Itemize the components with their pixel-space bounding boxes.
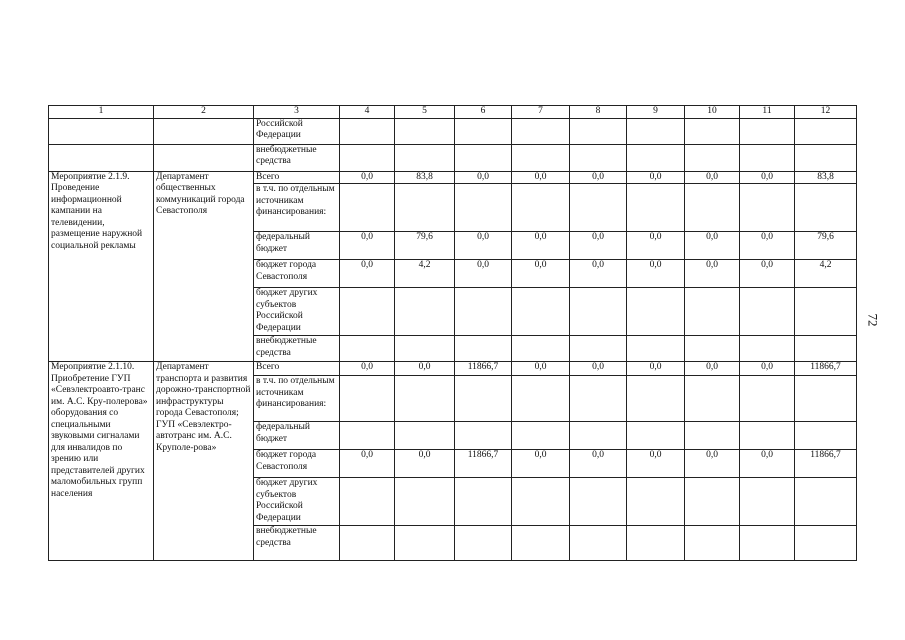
value-cell: 0,0 bbox=[340, 260, 395, 288]
value-cell: 0,0 bbox=[570, 232, 627, 260]
funding-source-cell: бюджет города Севастополя bbox=[254, 450, 340, 478]
funding-source-cell: Российской Федерации bbox=[254, 118, 340, 144]
column-number-header: 7 bbox=[512, 106, 570, 119]
value-cell: 0,0 bbox=[512, 171, 570, 184]
value-cell bbox=[570, 288, 627, 336]
column-number-header: 8 bbox=[570, 106, 627, 119]
table-body bbox=[49, 106, 857, 561]
value-cell: 0,0 bbox=[512, 450, 570, 478]
value-cell bbox=[395, 478, 455, 526]
value-cell bbox=[627, 118, 685, 144]
measure-name-cell: Мероприятие 2.1.9. Проведение информационной кампании на телевидении, размещение наружной социальной рекламы bbox=[49, 171, 154, 362]
value-cell bbox=[795, 144, 857, 171]
value-cell bbox=[455, 118, 512, 144]
value-cell: 0,0 bbox=[340, 362, 395, 376]
value-cell bbox=[512, 422, 570, 450]
table-row bbox=[49, 171, 857, 184]
column-number-header: 2 bbox=[154, 106, 254, 119]
column-number-header: 9 bbox=[627, 106, 685, 119]
value-cell: 4,2 bbox=[795, 260, 857, 288]
value-cell bbox=[795, 478, 857, 526]
value-cell bbox=[340, 376, 395, 422]
organization-cell: Департамент транспорта и развития дорожно-транспортной инфраструктуры города Севастополя; ГУП «Севэлектро-автотранс им. А.С. Круполе-рова» bbox=[154, 362, 254, 561]
value-cell: 0,0 bbox=[627, 450, 685, 478]
column-number-header: 3 bbox=[254, 106, 340, 119]
value-cell: 0,0 bbox=[627, 171, 685, 184]
financing-table bbox=[48, 105, 857, 561]
value-cell: 0,0 bbox=[455, 171, 512, 184]
value-cell bbox=[627, 288, 685, 336]
value-cell bbox=[455, 478, 512, 526]
value-cell: 0,0 bbox=[340, 232, 395, 260]
value-cell bbox=[627, 422, 685, 450]
column-number-header: 1 bbox=[49, 106, 154, 119]
table-row bbox=[49, 118, 857, 144]
value-cell bbox=[740, 336, 795, 362]
value-cell: 0,0 bbox=[570, 362, 627, 376]
value-cell bbox=[395, 336, 455, 362]
value-cell: 11866,7 bbox=[795, 362, 857, 376]
value-cell bbox=[685, 478, 740, 526]
value-cell bbox=[512, 478, 570, 526]
value-cell: 0,0 bbox=[627, 362, 685, 376]
column-number-header: 5 bbox=[395, 106, 455, 119]
value-cell bbox=[570, 336, 627, 362]
value-cell bbox=[395, 118, 455, 144]
value-cell bbox=[795, 184, 857, 232]
value-cell bbox=[455, 184, 512, 232]
value-cell bbox=[627, 144, 685, 171]
value-cell: 83,8 bbox=[795, 171, 857, 184]
value-cell bbox=[340, 422, 395, 450]
value-cell bbox=[340, 478, 395, 526]
value-cell bbox=[740, 422, 795, 450]
value-cell bbox=[395, 526, 455, 561]
funding-source-cell: федеральный бюджет bbox=[254, 232, 340, 260]
value-cell: 0,0 bbox=[512, 362, 570, 376]
value-cell: 79,6 bbox=[795, 232, 857, 260]
value-cell: 79,6 bbox=[395, 232, 455, 260]
measure-name-cell bbox=[49, 144, 154, 171]
value-cell bbox=[570, 478, 627, 526]
value-cell: 0,0 bbox=[627, 260, 685, 288]
measure-name-cell: Мероприятие 2.1.10. Приобретение ГУП «Севэлектроавто-транс им. А.С. Кру-полерова» оборудования со специальными звуковыми сигналами для инвалидов по зрению или представителей других маломобильных групп населения bbox=[49, 362, 154, 561]
column-number-header: 6 bbox=[455, 106, 512, 119]
funding-source-cell: федеральный бюджет bbox=[254, 422, 340, 450]
value-cell bbox=[455, 288, 512, 336]
value-cell: 0,0 bbox=[340, 171, 395, 184]
value-cell bbox=[740, 526, 795, 561]
value-cell bbox=[512, 184, 570, 232]
value-cell: 83,8 bbox=[395, 171, 455, 184]
value-cell: 0,0 bbox=[570, 171, 627, 184]
value-cell bbox=[570, 184, 627, 232]
value-cell bbox=[685, 288, 740, 336]
value-cell: 0,0 bbox=[740, 362, 795, 376]
value-cell: 0,0 bbox=[455, 232, 512, 260]
value-cell bbox=[570, 526, 627, 561]
value-cell bbox=[685, 184, 740, 232]
value-cell bbox=[685, 144, 740, 171]
funding-source-cell: бюджет города Севастополя bbox=[254, 260, 340, 288]
value-cell bbox=[740, 144, 795, 171]
value-cell bbox=[570, 118, 627, 144]
value-cell bbox=[795, 336, 857, 362]
value-cell bbox=[795, 376, 857, 422]
value-cell: 0,0 bbox=[685, 450, 740, 478]
value-cell: 0,0 bbox=[512, 232, 570, 260]
value-cell bbox=[395, 422, 455, 450]
column-number-header: 11 bbox=[740, 106, 795, 119]
value-cell bbox=[455, 144, 512, 171]
value-cell: 0,0 bbox=[570, 260, 627, 288]
value-cell bbox=[627, 376, 685, 422]
value-cell bbox=[512, 336, 570, 362]
funding-source-cell: внебюджетные средства bbox=[254, 144, 340, 171]
value-cell: 0,0 bbox=[340, 450, 395, 478]
value-cell bbox=[685, 376, 740, 422]
value-cell bbox=[395, 376, 455, 422]
table-row bbox=[49, 144, 857, 171]
value-cell bbox=[455, 526, 512, 561]
value-cell: 0,0 bbox=[395, 362, 455, 376]
value-cell bbox=[455, 422, 512, 450]
organization-cell: Департамент общественных коммуникаций города Севастополя bbox=[154, 171, 254, 362]
value-cell bbox=[340, 118, 395, 144]
value-cell: 11866,7 bbox=[455, 450, 512, 478]
value-cell bbox=[512, 526, 570, 561]
column-number-header: 4 bbox=[340, 106, 395, 119]
value-cell bbox=[740, 184, 795, 232]
value-cell bbox=[685, 526, 740, 561]
value-cell: 0,0 bbox=[395, 450, 455, 478]
page-number: 72 bbox=[865, 313, 881, 327]
value-cell bbox=[455, 336, 512, 362]
organization-cell bbox=[154, 144, 254, 171]
value-cell: 0,0 bbox=[685, 232, 740, 260]
value-cell: 0,0 bbox=[685, 362, 740, 376]
value-cell bbox=[340, 144, 395, 171]
value-cell bbox=[570, 376, 627, 422]
measure-name-cell bbox=[49, 118, 154, 144]
value-cell: 11866,7 bbox=[795, 450, 857, 478]
funding-source-cell: в т.ч. по отдельным источникам финансирования: bbox=[254, 184, 340, 232]
value-cell: 0,0 bbox=[570, 450, 627, 478]
value-cell: 0,0 bbox=[685, 171, 740, 184]
value-cell: 4,2 bbox=[395, 260, 455, 288]
value-cell bbox=[455, 376, 512, 422]
column-number-row bbox=[49, 106, 857, 119]
value-cell bbox=[570, 422, 627, 450]
value-cell bbox=[512, 288, 570, 336]
value-cell: 0,0 bbox=[740, 450, 795, 478]
value-cell bbox=[627, 336, 685, 362]
value-cell bbox=[795, 288, 857, 336]
value-cell bbox=[340, 184, 395, 232]
funding-source-cell: бюджет других субъектов Российской Федерации bbox=[254, 478, 340, 526]
funding-source-cell: внебюджетные средства bbox=[254, 336, 340, 362]
value-cell bbox=[395, 288, 455, 336]
value-cell: 0,0 bbox=[740, 260, 795, 288]
value-cell bbox=[740, 118, 795, 144]
funding-source-cell: бюджет других субъектов Российской Федерации bbox=[254, 288, 340, 336]
value-cell bbox=[512, 144, 570, 171]
organization-cell bbox=[154, 118, 254, 144]
value-cell bbox=[795, 526, 857, 561]
value-cell bbox=[340, 288, 395, 336]
value-cell bbox=[685, 422, 740, 450]
value-cell bbox=[570, 144, 627, 171]
value-cell: 0,0 bbox=[512, 260, 570, 288]
funding-source-cell: Всего bbox=[254, 362, 340, 376]
value-cell bbox=[395, 144, 455, 171]
column-number-header: 12 bbox=[795, 106, 857, 119]
value-cell bbox=[512, 376, 570, 422]
value-cell bbox=[740, 376, 795, 422]
value-cell: 0,0 bbox=[455, 260, 512, 288]
funding-source-cell: в т.ч. по отдельным источникам финансирования: bbox=[254, 376, 340, 422]
value-cell: 0,0 bbox=[740, 171, 795, 184]
value-cell bbox=[512, 118, 570, 144]
value-cell bbox=[740, 288, 795, 336]
column-number-header: 10 bbox=[685, 106, 740, 119]
funding-source-cell: внебюджетные средства bbox=[254, 526, 340, 561]
value-cell: 0,0 bbox=[685, 260, 740, 288]
value-cell bbox=[685, 118, 740, 144]
value-cell bbox=[740, 478, 795, 526]
value-cell: 0,0 bbox=[740, 232, 795, 260]
funding-source-cell: Всего bbox=[254, 171, 340, 184]
value-cell bbox=[795, 422, 857, 450]
value-cell bbox=[395, 184, 455, 232]
value-cell bbox=[627, 526, 685, 561]
value-cell bbox=[627, 184, 685, 232]
value-cell: 11866,7 bbox=[455, 362, 512, 376]
value-cell bbox=[627, 478, 685, 526]
value-cell bbox=[340, 336, 395, 362]
value-cell bbox=[340, 526, 395, 561]
table-row bbox=[49, 362, 857, 376]
value-cell bbox=[685, 336, 740, 362]
value-cell: 0,0 bbox=[627, 232, 685, 260]
value-cell bbox=[795, 118, 857, 144]
